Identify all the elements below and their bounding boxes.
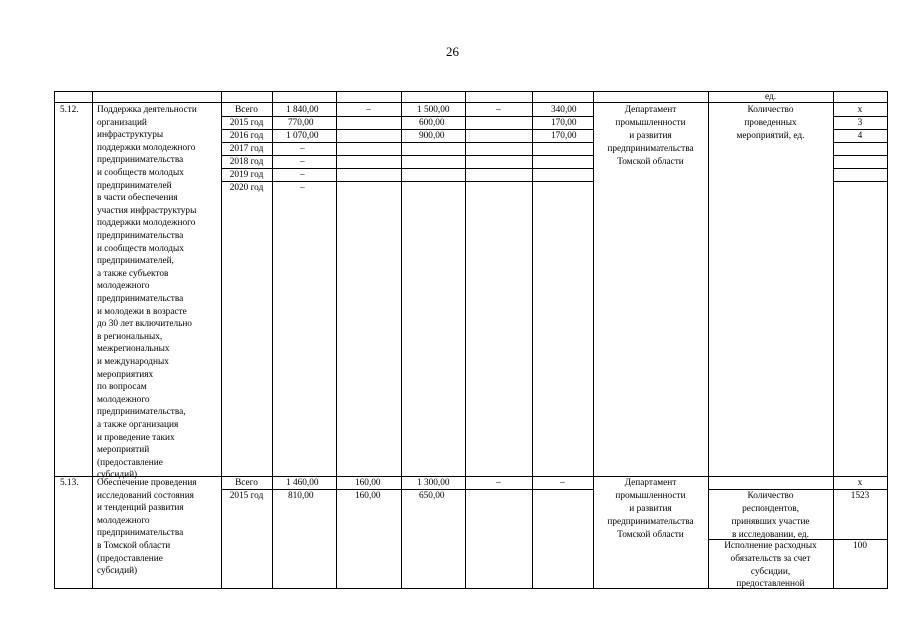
year-label: Всего bbox=[235, 478, 258, 488]
total-value: – bbox=[300, 144, 305, 154]
unit-fragment: ед. bbox=[764, 92, 777, 102]
extra-value: 340,00 bbox=[551, 105, 577, 115]
local-value: – bbox=[496, 105, 501, 115]
regional-value: 650,00 bbox=[419, 491, 445, 501]
total-value: 810,00 bbox=[288, 491, 314, 501]
federal-value: 160,00 bbox=[355, 491, 381, 501]
extra-value: – bbox=[560, 478, 565, 488]
extra-value: 170,00 bbox=[551, 118, 577, 128]
year-label: 2020 год bbox=[229, 183, 264, 193]
total-value: 1 460,00 bbox=[286, 478, 319, 488]
indicator-value: 3 bbox=[857, 118, 863, 128]
regional-value: 600,00 bbox=[419, 118, 445, 128]
total-value: – bbox=[300, 157, 305, 167]
regional-value: 1 300,00 bbox=[417, 478, 450, 488]
year-label: 2015 год bbox=[229, 491, 264, 501]
year-label: 2015 год bbox=[229, 118, 264, 128]
total-value: 1 070,00 bbox=[286, 131, 319, 141]
total-value: – bbox=[300, 183, 305, 193]
page-number: 26 bbox=[446, 44, 459, 59]
total-value: 1 840,00 bbox=[286, 105, 319, 115]
row-number: 5.12. bbox=[60, 105, 79, 115]
extra-value: 170,00 bbox=[551, 131, 577, 141]
indicator-value: х bbox=[857, 105, 863, 115]
row-number: 5.13. bbox=[60, 478, 79, 488]
regional-value: 1 500,00 bbox=[417, 105, 450, 115]
year-label: 2016 год bbox=[229, 131, 264, 141]
year-label: 2019 год bbox=[229, 170, 264, 180]
federal-value: – bbox=[366, 105, 371, 115]
year-label: 2018 год bbox=[229, 157, 264, 167]
federal-value: 160,00 bbox=[355, 478, 381, 488]
indicator-value: 1523 bbox=[850, 491, 870, 501]
local-value: – bbox=[496, 478, 501, 488]
regional-value: 900,00 bbox=[419, 131, 445, 141]
total-value: – bbox=[300, 170, 305, 180]
total-value: 770,00 bbox=[288, 118, 314, 128]
indicator-value: 100 bbox=[853, 541, 867, 551]
year-label: 2017 год bbox=[229, 144, 264, 154]
indicator-value: х bbox=[857, 478, 863, 488]
year-label: Всего bbox=[235, 105, 258, 115]
indicator-value: 4 bbox=[857, 131, 863, 141]
